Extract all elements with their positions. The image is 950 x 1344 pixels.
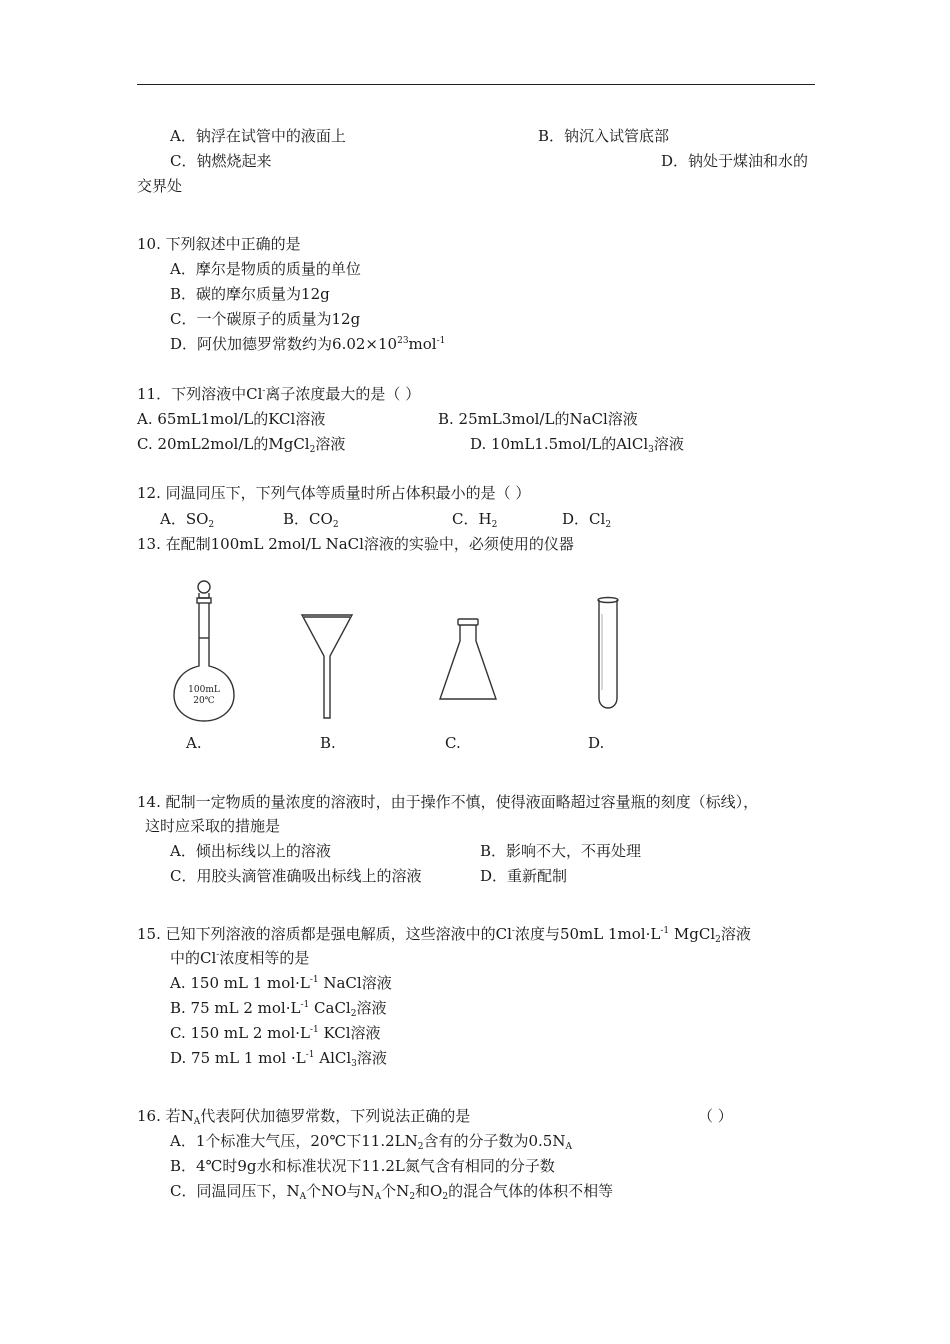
stopper-knob bbox=[198, 581, 210, 593]
q14-option-d: D．重新配制 bbox=[480, 867, 568, 885]
q13-label-a: A. bbox=[186, 734, 202, 752]
q13-label-d: D. bbox=[588, 734, 605, 752]
q11-option-d: D. 10mL1.5mol/L的AlCl$_3$溶液 bbox=[470, 435, 684, 455]
funnel-figure bbox=[298, 610, 356, 722]
q14-stem-cont: 这时应采取的措施是 bbox=[145, 817, 281, 835]
q16-option-b: B．4℃时9g水和标准状况下11.2L氮气含有相同的分子数 bbox=[170, 1157, 555, 1175]
q15-option-b: B. 75 mL 2 $mol\cdot L^{-1}$ CaCl$_2$溶液 bbox=[170, 999, 387, 1019]
q9-option-a: A．钠浮在试管中的液面上 bbox=[170, 127, 346, 145]
q13-label-b: B. bbox=[320, 734, 336, 752]
q9-option-c: C．钠燃烧起来 bbox=[170, 152, 272, 170]
flask-label-temp: 20℃ bbox=[193, 696, 215, 706]
q14-stem: 14. 配制一定物质的量浓度的溶液时，由于操作不慎，使得液面略超过容量瓶的刻度（标线）， bbox=[137, 793, 759, 811]
q10-option-d: D．阿伏加德罗常数约为$6.02\times 10^{23}mol^{-1}$ bbox=[170, 335, 446, 353]
volumetric-flask-figure bbox=[170, 578, 242, 724]
q11-option-b: B. 25mL3mol/L的NaCl溶液 bbox=[438, 410, 638, 428]
q9-option-d-cont: 交界处 bbox=[137, 177, 183, 195]
header-rule bbox=[137, 84, 815, 85]
q16-option-a: A．1个标准大气压，20℃下$11.2LN_2$含有的分子数为$0.5N_A$ bbox=[170, 1132, 572, 1152]
q9-option-b: B．钠沉入试管底部 bbox=[538, 127, 670, 145]
q15-option-a: A. 150 mL 1 $mol\cdot L^{-1}$ NaCl溶液 bbox=[170, 974, 392, 992]
q12-option-c: C．$H_2$ bbox=[452, 510, 498, 530]
q15-stem: 15. 已知下列溶液的溶质都是强电解质，这些溶液中的Cl-浓度与50mL $1mol\cdot L^{-1}$ MgCl$_2$溶液 bbox=[137, 925, 751, 945]
q12-option-a: A．$SO_2$ bbox=[160, 510, 215, 530]
q15-stem-cont: 中的Cl-浓度相等的是 bbox=[170, 949, 310, 967]
q16-option-c: C．同温同压下，$N_A$个NO与$N_A$个$N_2$和$O_2$的混合气体的体积不相等 bbox=[170, 1182, 614, 1202]
q10-option-a: A．摩尔是物质的质量的单位 bbox=[170, 260, 361, 278]
q16-stem: 16. 若$N_A$代表阿伏加德罗常数，下列说法正确的是 bbox=[137, 1107, 471, 1127]
q10-option-c: C．一个碳原子的质量为12g bbox=[170, 310, 361, 328]
q13-stem: 13. 在配制100mL 2mol/L NaCl溶液的实验中，必须使用的仪器 bbox=[137, 535, 574, 553]
q13-label-c: C. bbox=[445, 734, 461, 752]
q12-option-d: D．$Cl_2$ bbox=[562, 510, 612, 530]
q11-stem: 11．下列溶液中Cl-离子浓度最大的是（ ） bbox=[137, 385, 421, 403]
q16-answer-paren: （ ） bbox=[698, 1107, 733, 1125]
q14-option-c: C．用胶头滴管准确吸出标线上的溶液 bbox=[170, 867, 422, 885]
q10-option-b: B．碳的摩尔质量为12g bbox=[170, 285, 330, 303]
q14-option-b: B．影响不大，不再处理 bbox=[480, 842, 642, 860]
q11-option-a: A. 65mL1mol/L的KCl溶液 bbox=[137, 410, 326, 428]
q12-option-b: B．$CO_2$ bbox=[283, 510, 339, 530]
conical-flask-figure bbox=[436, 615, 500, 705]
q12-stem: 12. 同温同压下，下列气体等质量时所占体积最小的是（ ） bbox=[137, 484, 531, 502]
flask-label-volume: 100mL bbox=[188, 685, 220, 695]
q11-option-c: C. 20mL2mol/L的MgCl$_2$溶液 bbox=[137, 435, 346, 455]
q14-option-a: A．倾出标线以上的溶液 bbox=[170, 842, 331, 860]
q15-option-c: C. 150 mL 2 $mol\cdot L^{-1}$ KCl溶液 bbox=[170, 1024, 381, 1042]
q15-option-d: D. 75 mL 1 mol $\cdot L^{-1}$ AlCl$_3$溶液 bbox=[170, 1049, 387, 1069]
q9-option-d: D．钠处于煤油和水的 bbox=[661, 152, 809, 170]
q10-stem: 10. 下列叙述中正确的是 bbox=[137, 235, 301, 253]
test-tube-figure bbox=[594, 594, 622, 712]
